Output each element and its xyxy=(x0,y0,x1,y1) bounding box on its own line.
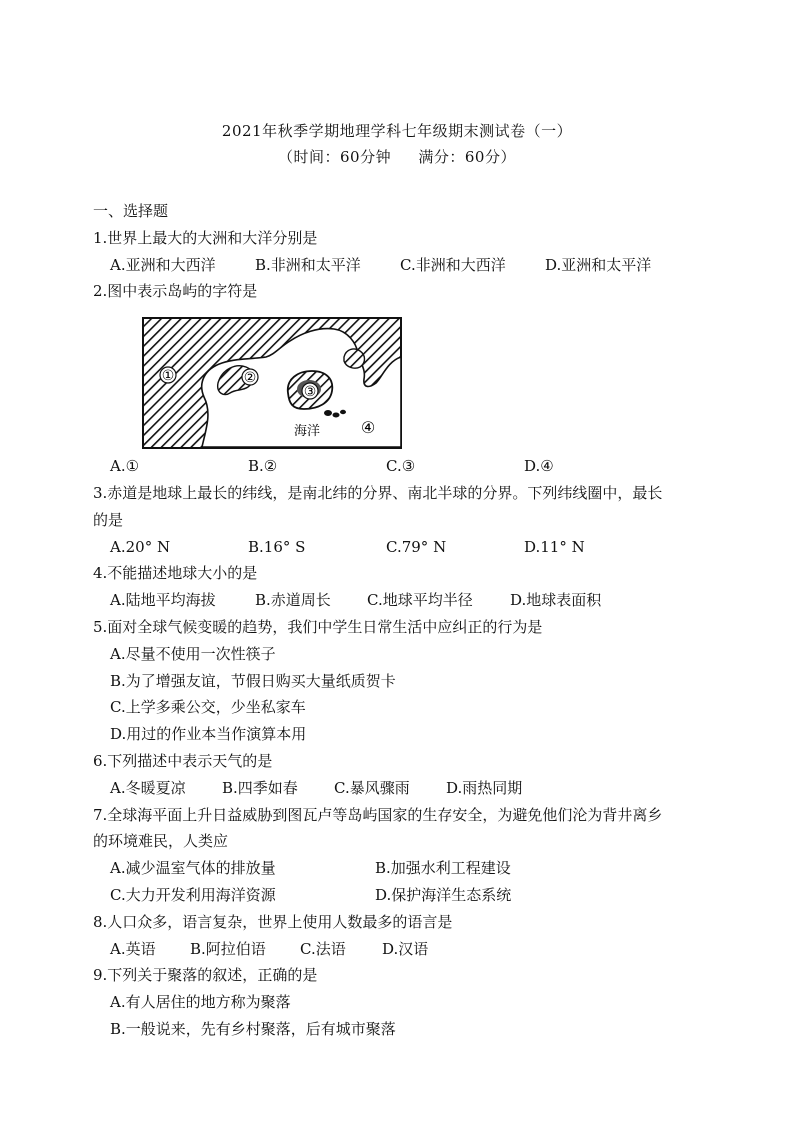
island-map-figure xyxy=(93,305,713,453)
option-b[interactable]: B.非洲和太平洋 xyxy=(255,255,361,274)
option-c[interactable]: C.非洲和大西洋 xyxy=(400,255,506,274)
label-2: ② xyxy=(243,370,257,387)
label-3: ③ xyxy=(303,384,317,401)
question-9-stem: 9.下列关于聚落的叙述，正确的是 xyxy=(93,966,318,985)
question-7-options-row2 xyxy=(93,882,713,909)
question-8-options xyxy=(93,936,713,963)
islet xyxy=(333,413,340,418)
question-6-options xyxy=(93,775,713,802)
option-d[interactable]: D.雨热同期 xyxy=(446,778,523,797)
option-d[interactable]: D.保护海洋生态系统 xyxy=(375,885,512,904)
option-b[interactable]: B.② xyxy=(248,457,278,476)
islet xyxy=(340,410,346,414)
option-a[interactable]: A.① xyxy=(110,457,140,476)
option-a[interactable]: A.陆地平均海拔 xyxy=(110,591,216,610)
question-2-stem: 2.图中表示岛屿的字符是 xyxy=(93,282,258,301)
question-3-stem-cont: 的是 xyxy=(93,510,124,529)
question-5-stem: 5.面对全球气候变暖的趋势，我们中学生日常生活中应纠正的行为是 xyxy=(93,617,543,636)
option-a[interactable]: A.20° N xyxy=(110,537,171,556)
question-1-options xyxy=(93,252,713,279)
question-6-stem: 6.下列描述中表示天气的是 xyxy=(93,751,273,770)
option-b[interactable]: B.16° S xyxy=(248,537,306,556)
option-d[interactable]: D.用过的作业本当作演算本用 xyxy=(110,725,307,744)
option-c[interactable]: C.大力开发利用海洋资源 xyxy=(110,885,276,904)
exam-content xyxy=(93,198,713,1043)
option-a[interactable]: A.减少温室气体的排放量 xyxy=(110,859,276,878)
option-a[interactable]: A.亚洲和大西洋 xyxy=(110,255,216,274)
option-c[interactable]: C.法语 xyxy=(300,939,346,958)
option-a[interactable]: A.冬暖夏凉 xyxy=(110,778,186,797)
option-a[interactable]: A.英语 xyxy=(110,939,156,958)
option-c[interactable]: C.地球平均半径 xyxy=(367,591,473,610)
exam-subtitle: （时间：60分钟 满分：60分） xyxy=(278,148,516,166)
option-a[interactable]: A.尽量不使用一次性筷子 xyxy=(110,644,276,663)
option-d[interactable]: D.11° N xyxy=(524,537,585,556)
label-1: ① xyxy=(161,368,175,385)
question-7-options-row1 xyxy=(93,855,713,882)
question-2-options xyxy=(93,453,713,480)
island-map xyxy=(142,317,402,449)
question-4-stem: 4.不能描述地球大小的是 xyxy=(93,564,258,583)
option-b[interactable]: B.赤道周长 xyxy=(255,591,331,610)
option-c[interactable]: C.上学多乘公交，少坐私家车 xyxy=(110,698,306,717)
exam-title: 2021年秋季学期地理学科七年级期末测试卷（一） xyxy=(221,122,573,140)
option-c[interactable]: C.暴风骤雨 xyxy=(334,778,410,797)
islet xyxy=(324,410,332,416)
question-7-stem: 7.全球海平面上升日益威胁到图瓦卢等岛屿国家的生存安全，为避免他们沦为背井离乡 xyxy=(93,805,663,824)
question-3-options xyxy=(93,534,713,561)
option-c[interactable]: C.③ xyxy=(386,457,416,476)
question-7-stem-cont: 的环境难民，人类应 xyxy=(93,832,229,851)
question-3-stem: 3.赤道是地球上最长的纬线，是南北纬的分界、南北半球的分界。下列纬线圈中，最长 xyxy=(93,483,663,502)
option-d[interactable]: D.汉语 xyxy=(382,939,429,958)
section-heading: 一、选择题 xyxy=(93,202,169,220)
option-b[interactable]: B.加强水利工程建设 xyxy=(375,859,511,878)
option-b[interactable]: B.阿拉伯语 xyxy=(190,939,266,958)
option-b[interactable]: B.四季如春 xyxy=(222,778,298,797)
land-peninsula xyxy=(344,349,365,368)
option-d[interactable]: D.④ xyxy=(524,457,554,476)
option-c[interactable]: C.79° N xyxy=(386,537,447,556)
option-b[interactable]: B.为了增强友谊，节假日购买大量纸质贺卡 xyxy=(110,671,396,690)
question-1-stem: 1.世界上最大的大洲和大洋分别是 xyxy=(93,228,318,247)
sea-label: 海洋 xyxy=(293,424,321,440)
question-4-options xyxy=(93,587,713,614)
question-8-stem: 8.人口众多，语言复杂，世界上使用人数最多的语言是 xyxy=(93,912,453,931)
option-b[interactable]: B.一般说来，先有乡村聚落，后有城市聚落 xyxy=(110,1019,396,1038)
option-a[interactable]: A.有人居住的地方称为聚落 xyxy=(110,993,291,1012)
label-4: ④ xyxy=(360,418,376,438)
option-d[interactable]: D.地球表面积 xyxy=(510,591,602,610)
option-d[interactable]: D.亚洲和太平洋 xyxy=(545,255,652,274)
